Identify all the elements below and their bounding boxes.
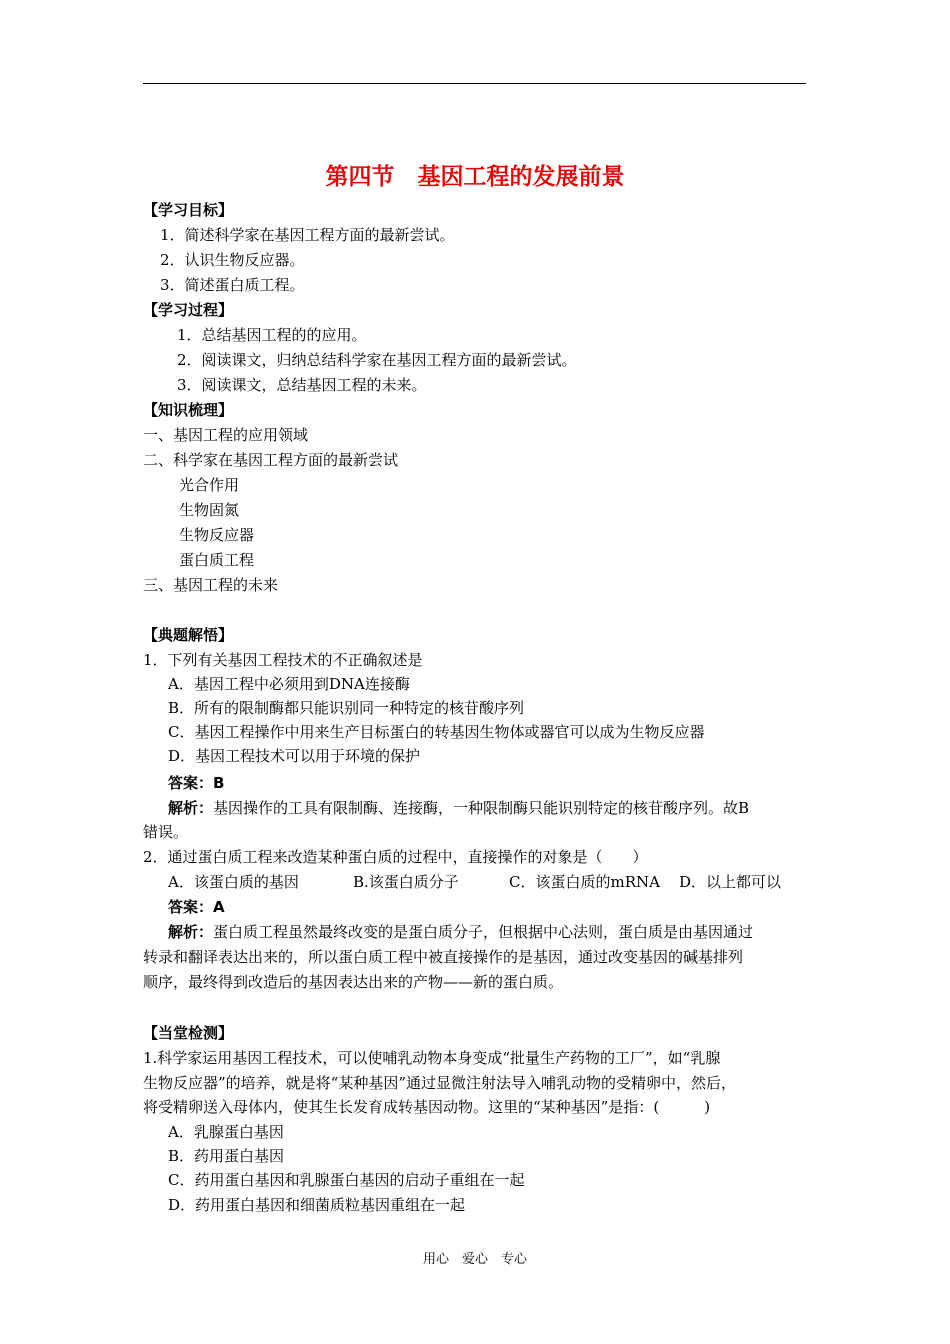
question-options-row	[168, 871, 818, 893]
answer-line	[168, 896, 225, 918]
question-stem: 生物反应器”的培养，就是将“某种基因”通过显微注射法导入哺乳动物的受精卵中，然后，	[143, 1074, 737, 1092]
analysis-text: 顺序，最终得到改造后的基因表达出来的产物——新的蛋白质。	[143, 973, 564, 991]
page-title: 第四节 基因工程的发展前景	[325, 164, 625, 190]
question-option: B．所有的限制酶都只能识别同一种特定的核苷酸序列	[168, 699, 525, 717]
knowledge-sub-item: 生物反应器	[179, 526, 255, 544]
objectives-heading: 【学习目标】	[143, 201, 234, 219]
process-heading: 【学习过程】	[143, 301, 234, 319]
process-item: 1．总结基因工程的的应用。	[177, 326, 367, 344]
question-stem: 1．下列有关基因工程技术的不正确叙述是	[143, 651, 423, 669]
knowledge-sub-item: 光合作用	[179, 476, 240, 494]
question-stem: 将受精卵送入母体内，使其生长发育成转基因动物。这里的“某种基因”是指：( )	[143, 1098, 711, 1116]
header-rule	[143, 83, 806, 84]
knowledge-heading: 【知识梳理】	[143, 401, 234, 419]
check-heading: 【当堂检测】	[143, 1024, 234, 1042]
knowledge-section-2: 二、科学家在基因工程方面的最新尝试	[143, 451, 399, 469]
examples-heading: 【典题解悟】	[143, 626, 234, 644]
question-option: C．药用蛋白基因和乳腺蛋白基因的启动子重组在一起	[168, 1171, 525, 1189]
analysis-line	[168, 921, 753, 943]
page-footer: 用心 爱心 专心	[422, 1252, 527, 1267]
knowledge-sub-item: 生物固氮	[179, 501, 240, 519]
question-option: A．基因工程中必须用到DNA连接酶	[168, 675, 410, 693]
analysis-text: 蛋白质工程虽然最终改变的是蛋白质分子，但根据中心法则，蛋白质是由基因通过	[213, 923, 754, 941]
question-stem: 2．通过蛋白质工程来改造某种蛋白质的过程中，直接操作的对象是（ ）	[143, 848, 648, 866]
analysis-label: 解析：	[168, 799, 214, 817]
knowledge-section-1: 一、基因工程的应用领域	[143, 426, 309, 444]
question-option: C．基因工程操作中用来生产目标蛋白的转基因生物体或器官可以成为生物反应器	[168, 723, 705, 741]
objective-item: 3．简述蛋白质工程。	[160, 276, 305, 294]
question-stem: 1.科学家运用基因工程技术，可以使哺乳动物本身变成“批量生产药物的工厂”，如“乳腺	[143, 1049, 721, 1067]
question-option: C．该蛋白质的mRNA	[509, 873, 660, 891]
analysis-text: 错误。	[143, 823, 189, 841]
answer-label: 答案：	[168, 774, 214, 792]
question-option: B．药用蛋白基因	[168, 1147, 285, 1165]
question-option: D．基因工程技术可以用于环境的保护	[168, 747, 421, 765]
knowledge-section-3: 三、基因工程的未来	[143, 576, 279, 594]
process-item: 3．阅读课文，总结基因工程的未来。	[177, 376, 427, 394]
analysis-line	[168, 797, 749, 819]
analysis-label: 解析：	[168, 923, 214, 941]
answer-value: B	[213, 774, 225, 792]
question-option: B.该蛋白质分子	[353, 873, 459, 891]
question-option: D．以上都可以	[679, 873, 782, 891]
answer-line	[168, 772, 224, 794]
answer-label: 答案：	[168, 898, 214, 916]
knowledge-sub-item: 蛋白质工程	[179, 551, 255, 569]
analysis-text: 基因操作的工具有限制酶、连接酶，一种限制酶只能识别特定的核苷酸序列。故B	[213, 799, 750, 817]
question-option: A．该蛋白质的基因	[168, 873, 299, 891]
question-option: D．药用蛋白基因和细菌质粒基因重组在一起	[168, 1196, 466, 1214]
objective-item: 1．简述科学家在基因工程方面的最新尝试。	[160, 226, 455, 244]
objective-item: 2．认识生物反应器。	[160, 251, 305, 269]
question-option: A．乳腺蛋白基因	[168, 1123, 284, 1141]
analysis-text: 转录和翻译表达出来的，所以蛋白质工程中被直接操作的是基因，通过改变基因的碱基排列	[143, 948, 744, 966]
process-item: 2．阅读课文，归纳总结科学家在基因工程方面的最新尝试。	[177, 351, 577, 369]
answer-value: A	[213, 898, 225, 916]
